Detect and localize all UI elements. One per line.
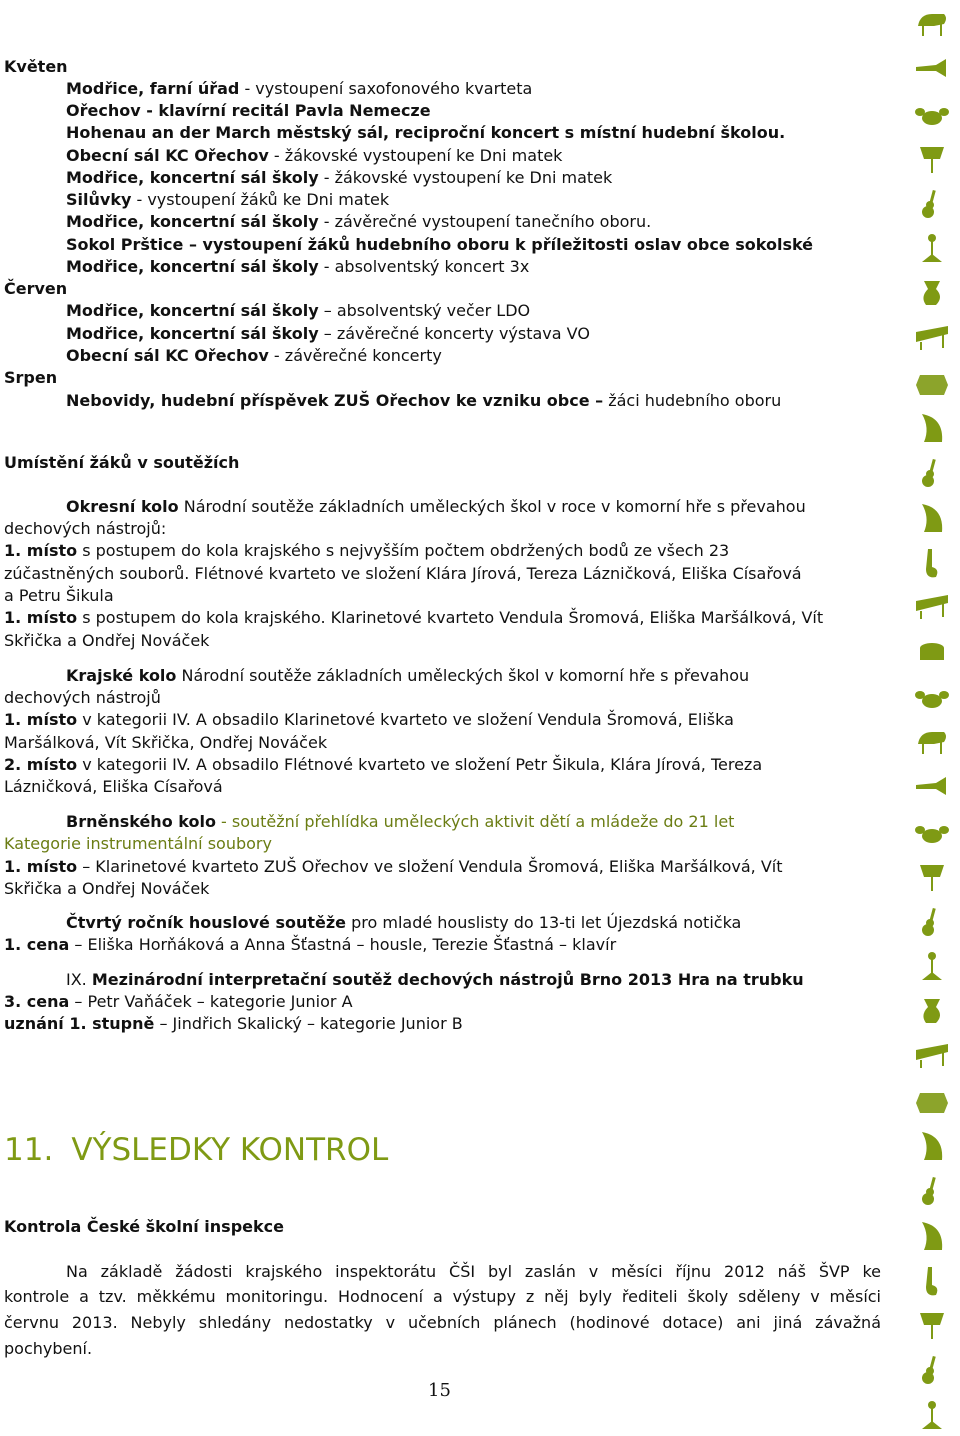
harp-icon: [914, 502, 950, 534]
microphone-stand-icon: [914, 950, 950, 982]
text-line: dechových nástrojů:: [4, 519, 167, 538]
xylophone-icon: [914, 1040, 950, 1072]
month-cerven: Červen: [4, 279, 68, 298]
grand-piano-icon: [914, 726, 950, 758]
event-line: Modřice, farní úřad - vystoupení saxofonového kvarteta: [66, 79, 533, 98]
accordion-icon: [914, 367, 950, 399]
guitar-icon: [914, 1354, 950, 1386]
guitar-icon: [914, 188, 950, 220]
saxophone-icon: [914, 547, 950, 579]
text-line: Brněnského kolo - soutěžní přehlídka uměleckých aktivit dětí a mládeže do 21 let: [66, 812, 735, 831]
paragraph-line: kontrole a tzv. měkkému monitoringu. Hodnocení a výstupy z něj byly řediteli školy sděleny v měsíci: [4, 1287, 881, 1306]
text-line: zúčastněných souborů. Flétnové kvarteto ve složení Klára Jírová, Tereza Lázničková, Eliška Císařová: [4, 564, 802, 583]
harp-icon: [914, 412, 950, 444]
text-line: uznání 1. stupně – Jindřich Skalický – kategorie Junior B: [4, 1014, 463, 1033]
text-line: Skřička a Ondřej Nováček: [4, 879, 210, 898]
text-line: 1. místo – Klarinetové kvarteto ZUŠ Ořechov ve složení Vendula Šromová, Eliška Maršálková, Vít: [4, 857, 783, 876]
text-line: 1. cena – Eliška Horňáková a Anna Šťastná – housle, Terezie Šťastná – klavír: [4, 935, 617, 954]
text-line: 1. místo s postupem do kola krajského s nejvyšším počtem obdržených bodů ze všech 23: [4, 541, 730, 560]
event-line: Obecní sál KC Ořechov - žákovské vystoupení ke Dni matek: [66, 146, 563, 165]
harp-icon: [914, 1130, 950, 1162]
microphone-stand-icon: [914, 232, 950, 264]
guitar-icon: [914, 1175, 950, 1207]
event-line: Modřice, koncertní sál školy – závěrečné koncerty výstava VO: [66, 324, 590, 343]
guitar-icon: [914, 906, 950, 938]
text-line: Kategorie instrumentální soubory: [4, 834, 272, 853]
chapter-heading: 11. VÝSLEDKY KONTROL: [4, 1132, 389, 1168]
event-line: Modřice, koncertní sál školy - žákovské vystoupení ke Dni matek: [66, 168, 613, 187]
event-line: Modřice, koncertní sál školy - absolventský koncert 3x: [66, 257, 530, 276]
section-heading: Umístění žáků v soutěžích: [4, 453, 240, 472]
tuba-icon: [914, 277, 950, 309]
microphone-stand-icon: [914, 1399, 950, 1431]
harp-icon: [914, 1220, 950, 1252]
text-line: IX. Mezinárodní interpretační soutěž dechových nástrojů Brno 2013 Hra na trubku: [66, 970, 804, 989]
drum-kit-icon: [914, 681, 950, 713]
text-line: Okresní kolo Národní soutěže základních uměleckých škol v roce v komorní hře s převahou: [66, 497, 806, 516]
text-line: 2. místo v kategorii IV. A obsadilo Flétnové kvarteto ve složení Petr Šikula, Klára Jírová, Tereza: [4, 755, 763, 774]
text-line: Lázničková, Eliška Císařová: [4, 777, 223, 796]
text-line: Krajské kolo Národní soutěže základních uměleckých škol v komorní hře s převahou: [66, 666, 750, 685]
text-line: 3. cena – Petr Vaňáček – kategorie Junior A: [4, 992, 353, 1011]
paragraph-line: červnu 2013. Nebyly shledány nedostatky v učebních plánech (hodinové dotace) ani jiná závažná: [4, 1313, 881, 1332]
text-line: 1. místo s postupem do kola krajského. Klarinetové kvarteto Vendula Šromová, Eliška Maršálková, Vít: [4, 608, 824, 627]
text-line: a Petru Šikula: [4, 586, 114, 605]
event-line: Ořechov - klavírní recitál Pavla Nemecze: [66, 101, 431, 120]
event-line: Obecní sál KC Ořechov - závěrečné koncerty: [66, 346, 442, 365]
paragraph-line: pochybení.: [4, 1339, 93, 1358]
music-stand-icon: [914, 143, 950, 175]
accordion-icon: [914, 1085, 950, 1117]
page-number: 15: [428, 1380, 451, 1401]
drum-icon: [914, 636, 950, 668]
music-stand-icon: [914, 1309, 950, 1341]
event-line: Modřice, koncertní sál školy – absolventský večer LDO: [66, 301, 531, 320]
event-line: Modřice, koncertní sál školy - závěrečné vystoupení tanečního oboru.: [66, 212, 652, 231]
text-line: Čtvrtý ročník houslové soutěže pro mladé houslisty do 13-ti let Újezdská notička: [66, 913, 742, 932]
event-line: Sokol Prštice – vystoupení žáků hudebního oboru k příležitosti oslav obce sokolské: [66, 235, 814, 254]
trumpet-icon: [914, 771, 950, 803]
event-line: Nebovidy, hudební příspěvek ZUŠ Ořechov ke vzniku obce – žáci hudebního oboru: [66, 391, 782, 410]
month-kveten: Květen: [4, 57, 68, 76]
text-line: Maršálková, Vít Skřička, Ondřej Nováček: [4, 733, 328, 752]
paragraph-line: Na základě žádosti krajského inspektorátu ČŠI byl zaslán v měsíci říjnu 2012 náš ŠVP ke: [66, 1262, 881, 1281]
subsection-heading: Kontrola České školní inspekce: [4, 1217, 284, 1236]
drum-kit-icon: [914, 98, 950, 130]
month-srpen: Srpen: [4, 368, 58, 387]
event-line: Hohenau an der March městský sál, reciproční koncert s místní hudební školou.: [66, 123, 786, 142]
event-line: Silůvky - vystoupení žáků ke Dni matek: [66, 190, 390, 209]
text-line: 1. místo v kategorii IV. A obsadilo Klarinetové kvarteto ve složení Vendula Šromová, Eliška: [4, 710, 734, 729]
drum-kit-icon: [914, 816, 950, 848]
trumpet-icon: [914, 53, 950, 85]
xylophone-icon: [914, 591, 950, 623]
xylophone-icon: [914, 322, 950, 354]
music-stand-icon: [914, 861, 950, 893]
saxophone-icon: [914, 1265, 950, 1297]
guitar-icon: [914, 457, 950, 489]
text-line: Skřička a Ondřej Nováček: [4, 631, 210, 650]
grand-piano-icon: [914, 8, 950, 40]
tuba-icon: [914, 995, 950, 1027]
text-line: dechových nástrojů: [4, 688, 161, 707]
instrument-border: [900, 0, 960, 1436]
